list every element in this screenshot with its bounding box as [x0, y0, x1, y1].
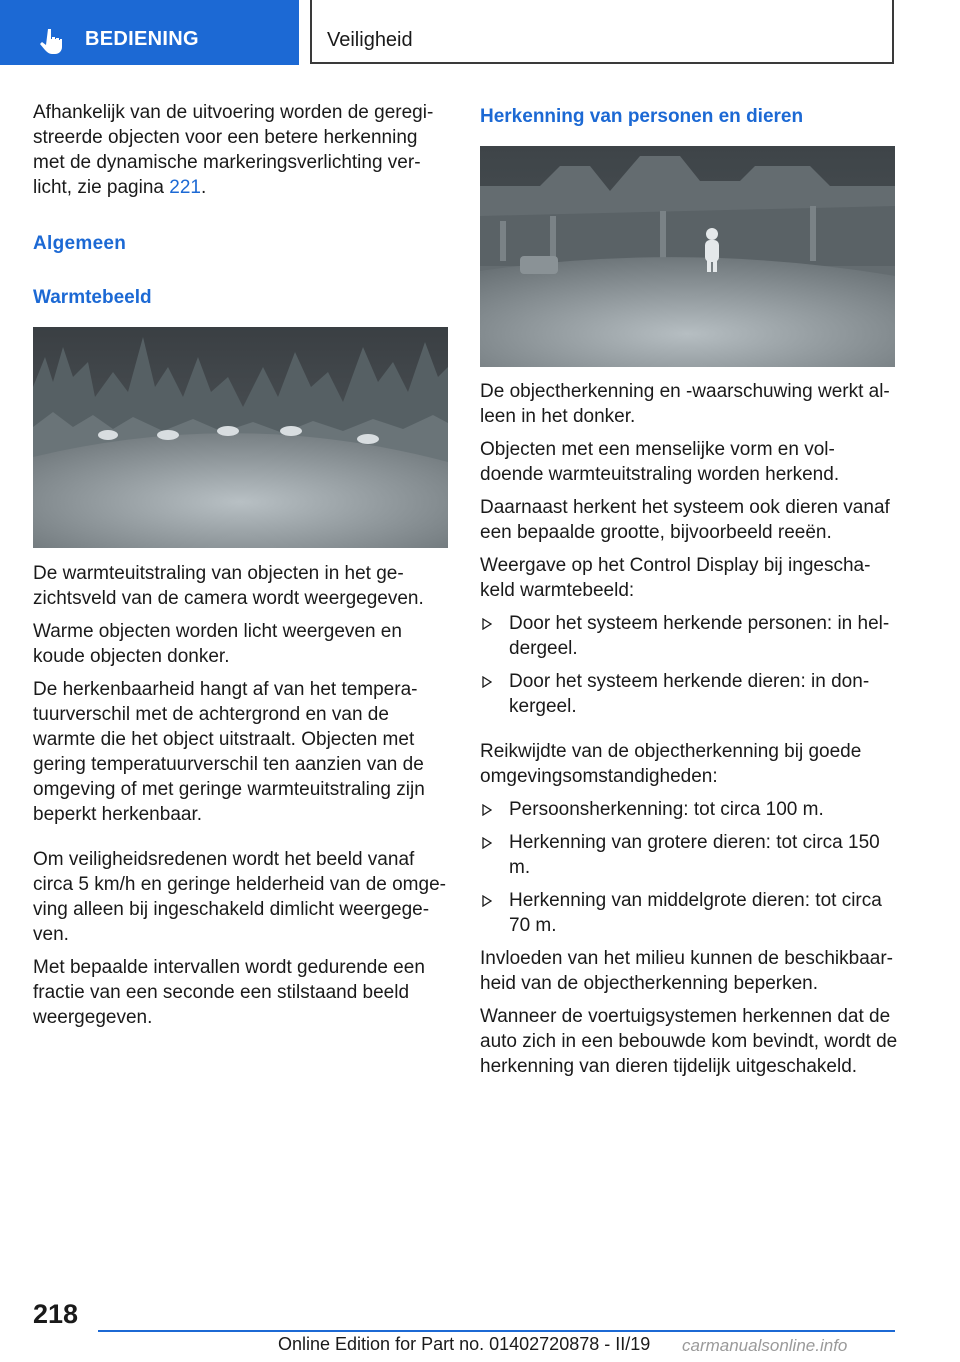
left-body	[33, 561, 448, 1038]
thermal-image-person	[480, 146, 895, 367]
paragraph: De warmteuitstraling van objecten in het ge-zichtsveld van de camera wordt weergegeven.	[33, 563, 424, 609]
paragraph: Om veiligheidsredenen wordt het beeld vanaf circa 5 km/h en geringe helderheid van de omge-ving alleen bij ingeschakeld dimlicht weergege-ven.	[33, 849, 446, 945]
paragraph: Objecten met een menselijke vorm en vol-doende warmteuitstraling worden herkend.	[480, 439, 840, 485]
paragraph: Reikwijdte van de objectherkenning bij goede omgevingsomstandigheden:	[480, 741, 862, 787]
subheading-warmtebeeld: Warmtebeeld	[33, 287, 152, 308]
chapter-label: Veiligheid	[327, 29, 413, 51]
range-list	[480, 797, 898, 938]
heading-herkenning: Herkenning van personen en dieren	[480, 106, 804, 127]
section-label: BEDIENING	[85, 28, 199, 50]
paragraph: Wanneer de voertuigsystemen herkennen dat de auto zich in een bebouwde kom bevindt, wordt de herkenning van dieren tijdelijk uitgeschakeld.	[480, 1006, 898, 1077]
paragraph: De objectherkenning en -waarschuwing werkt al-leen in het donker.	[480, 381, 890, 427]
paragraph: Daarnaast herkent het systeem ook dieren vanaf een bepaalde grootte, bijvoorbeeld reeën.	[480, 497, 890, 543]
section-tab[interactable]	[0, 0, 299, 65]
hand-pointer-icon	[38, 26, 68, 56]
heading-algemeen: Algemeen	[33, 233, 127, 254]
list-item: Persoonsherkenning: tot circa 100 m.	[480, 797, 898, 822]
list-item: Herkenning van middelgrote dieren: tot circa 70 m.	[480, 888, 898, 938]
chapter-header	[310, 0, 894, 64]
list-item: Herkenning van grotere dieren: tot circa 150 m.	[480, 830, 898, 880]
triangle-bullet-icon	[482, 676, 492, 688]
page-link[interactable]: 221	[169, 177, 201, 198]
paragraph: Weergave op het Control Display bij ingescha-keld warmtebeeld:	[480, 555, 871, 601]
watermark: carmanualsonline.info	[682, 1336, 848, 1355]
triangle-bullet-icon	[482, 895, 492, 907]
thermal-image-animals	[33, 327, 448, 548]
edition-text: Online Edition for Part no. 01402720878 - II/19	[278, 1334, 651, 1354]
left-column	[33, 100, 448, 208]
footer-divider	[98, 1330, 895, 1332]
paragraph: De herkenbaarheid hangt af van het tempera-tuurverschil met de achtergrond en van de warmte die het object uitstraalt. Objecten met gering temperatuurverschil ten aanzien van de omgeving of met geringe warmteuitstraling zijn beperkt herkenbaar.	[33, 679, 425, 825]
list-item: Door het systeem herkende personen: in hel-dergeel.	[480, 611, 898, 661]
paragraph: Warme objecten worden licht weergeven en koude objecten donker.	[33, 621, 402, 667]
page-number: 218	[33, 1299, 79, 1329]
paragraph: Invloeden van het milieu kunnen de beschikbaar-heid van de objectherkenning beperken.	[480, 948, 893, 994]
list-item: Door het systeem herkende dieren: in don-kergeel.	[480, 669, 898, 719]
paragraph: Met bepaalde intervallen wordt gedurende een fractie van een seconde een stilstaand beeld weergegeven.	[33, 957, 425, 1028]
triangle-bullet-icon	[482, 804, 492, 816]
right-body	[480, 379, 898, 1087]
triangle-bullet-icon	[482, 618, 492, 630]
display-list	[480, 611, 898, 719]
intro-paragraph: Afhankelijk van de uitvoering worden de geregi-streerde objecten voor een betere herkenning met de dynamische markeringsverlichting ver-licht, zie pagina 221.	[33, 102, 434, 198]
triangle-bullet-icon	[482, 837, 492, 849]
